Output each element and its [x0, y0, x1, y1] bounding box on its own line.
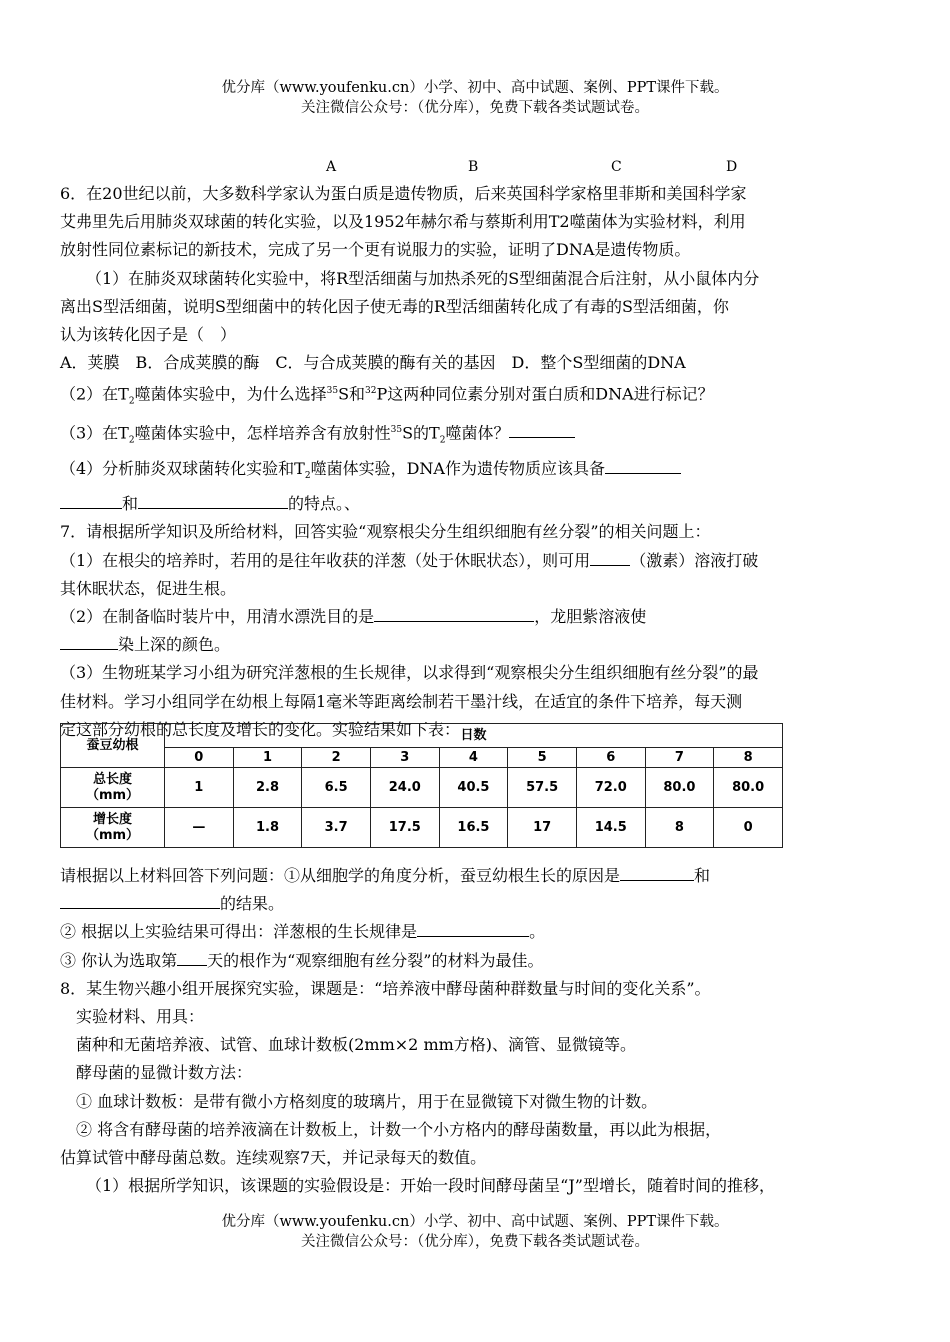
growth-data-table	[60, 723, 783, 848]
day-cell: 2	[302, 748, 371, 768]
table-cell: 72.0	[576, 768, 645, 808]
day-cell: 6	[576, 748, 645, 768]
q8-materials-title: 实验材料、用具：	[76, 1007, 205, 1027]
table-days-header: 日数	[165, 724, 783, 748]
table-cell: 6.5	[302, 768, 371, 808]
q8-method-2-cont: 估算试管中酵母菌总数。连续观察7天，并记录每天的数值。	[60, 1148, 487, 1168]
choice-letter-c: C	[611, 159, 622, 175]
answer-blank[interactable]	[60, 491, 122, 509]
table-corner-header: 蚕豆幼根	[61, 724, 165, 768]
q8-method-2: ② 将含有酵母菌的培养液滴在计数板上，计数一个小方格内的酵母菌数量，再以此为根据，	[76, 1119, 722, 1139]
q7-part3-line-1: （3）生物班某学习小组为研究洋葱根的生长规律，以求得到“观察根尖分生组织细胞有丝分裂”的最	[60, 663, 759, 683]
q7-part2-cont: 染上深的颜色。	[60, 631, 895, 659]
table-cell: 17.5	[370, 808, 439, 848]
answer-choice-letters	[0, 159, 950, 179]
table-cell: 1	[165, 768, 234, 808]
question-content	[60, 180, 895, 744]
answer-blank[interactable]	[417, 919, 529, 937]
page-header	[0, 78, 950, 118]
q7-part3-line-2: 佳材料。学习小组同学在幼根上每隔1毫米等距离绘制若干墨汁线，在适宜的条件下培养，每天测	[60, 691, 743, 711]
q7-after-table-cont: 的结果。	[60, 890, 895, 918]
day-cell: 3	[370, 748, 439, 768]
question-content-lower	[60, 862, 895, 1200]
table-cell: 0	[714, 808, 783, 848]
row-label-total-length: 总长度 （mm）	[61, 768, 165, 808]
answer-blank[interactable]	[177, 948, 207, 966]
answer-blank[interactable]	[60, 891, 220, 909]
q7-part3-line-3: 定这部分幼根的总长度及增长的变化。实验结果如下表：	[60, 719, 461, 739]
answer-blank[interactable]	[590, 548, 630, 566]
q6-intro-line-2: 艾弗里先后用肺炎双球菌的转化实验，以及1952年赫尔希与蔡斯利用T2噬菌体为实验材料，利用	[60, 212, 746, 232]
q8-intro: 8．某生物兴趣小组开展探究实验，课题是：“培养液中酵母菌种群数量与时间的变化关系”。	[60, 978, 711, 998]
q6-intro-line-1: 6．在20世纪以前，大多数科学家认为蛋白质是遗传物质，后来英国科学家格里菲斯和美国科学家	[60, 184, 747, 203]
q7-question-3: ③ 你认为选取第 天的根作为“观察细胞有丝分裂”的材料为最佳。	[60, 947, 895, 975]
table-cell: 1.8	[233, 808, 302, 848]
table-row	[61, 808, 783, 848]
q6-part1-line-2: 离出S型活细菌，说明S型细菌中的转化因子使无毒的R型活细菌转化成了有毒的S型活细菌，你	[60, 296, 729, 316]
table-cell: 17	[508, 808, 577, 848]
q6-part1-line-3: 认为该转化因子是（ ）	[60, 325, 237, 345]
table-cell: 8	[645, 808, 714, 848]
answer-blank[interactable]	[509, 420, 575, 438]
table-cell: 16.5	[439, 808, 508, 848]
choice-letter-b: B	[468, 159, 479, 175]
q6-part1-line-1: （1）在肺炎双球菌转化实验中，将R型活细菌与加热杀死的S型细菌混合后注射，从小鼠体内分	[86, 268, 760, 288]
footer-line-2: 关注微信公众号：（优分库），免费下载各类试题试卷。	[301, 1234, 649, 1250]
table-cell: 40.5	[439, 768, 508, 808]
footer-line-1: 优分库（www.youfenku.cn）小学、初中、高中试题、案例、PPT课件下载。	[221, 1214, 729, 1230]
table-cell: 14.5	[576, 808, 645, 848]
q6-part2: （2）在$T_2$噬菌体实验中，为什么选择$^{35}$S和$^{32}$P这两种同位素分别对蛋白质和DNA进行标记？	[60, 384, 714, 407]
table-cell: —	[165, 808, 234, 848]
day-cell: 4	[439, 748, 508, 768]
answer-blank[interactable]	[620, 863, 694, 881]
q6-options: A．荚膜 B．合成荚膜的酶 C．与合成荚膜的酶有关的基因 D．整个S型细菌的DNA	[60, 353, 686, 373]
day-cell: 5	[508, 748, 577, 768]
row-label-growth: 增长度 （mm）	[61, 808, 165, 848]
q8-materials: 菌种和无菌培养液、试管、血球计数板(2mm×2 mm方格)、滴管、显微镜等。	[76, 1035, 637, 1055]
day-cell: 0	[165, 748, 234, 768]
q8-method-title: 酵母菌的显微计数方法：	[76, 1063, 253, 1083]
day-cell: 1	[233, 748, 302, 768]
table-row	[61, 768, 783, 808]
q6-part4-cont: 和 的特点。、	[60, 490, 895, 518]
q6-intro-line-3: 放射性同位素标记的新技术，完成了另一个更有说服力的实验，证明了DNA是遗传物质。	[60, 240, 691, 260]
choice-letter-d: D	[726, 159, 738, 175]
q7-after-table: 请根据以上材料回答下列问题：①从细胞学的角度分析，蚕豆幼根生长的原因是 和	[60, 862, 895, 890]
q7-question-2: ② 根据以上实验结果可得出：洋葱根的生长规律是 。	[60, 918, 895, 946]
q8-method-1: ① 血球计数板：是带有微小方格刻度的玻璃片，用于在显微镜下对微生物的计数。	[76, 1091, 658, 1111]
table-cell: 80.0	[714, 768, 783, 808]
table-cell: 80.0	[645, 768, 714, 808]
header-line-2: 关注微信公众号：（优分库），免费下载各类试题试卷。	[301, 100, 649, 116]
growth-data-table-wrap	[60, 723, 783, 848]
q7-part2: （2）在制备临时装片中，用清水漂洗目的是 ，龙胆紫溶液使	[60, 603, 895, 631]
q7-part1: （1）在根尖的培养时，若用的是往年收获的洋葱（处于休眠状态），则可用 （激素）溶液打破	[60, 547, 895, 575]
table-cell: 57.5	[508, 768, 577, 808]
day-cell: 8	[714, 748, 783, 768]
choice-letter-a: A	[326, 159, 337, 175]
page-footer	[0, 1212, 950, 1252]
q7-part1-cont: 其休眠状态，促进生根。	[60, 578, 237, 598]
header-line-1: 优分库（www.youfenku.cn）小学、初中、高中试题、案例、PPT课件下载。	[221, 80, 729, 96]
answer-blank[interactable]	[60, 632, 118, 650]
q6-part4: （4）分析肺炎双球菌转化实验和$T_2$噬菌体实验，DNA作为遗传物质应该具备	[60, 455, 895, 490]
answer-blank[interactable]	[605, 456, 681, 474]
q7-intro: 7．请根据所学知识及所给材料，回答实验“观察根尖分生组织细胞有丝分裂”的相关问题上：	[60, 522, 711, 542]
day-cell: 7	[645, 748, 714, 768]
answer-blank[interactable]	[138, 491, 288, 509]
table-cell: 3.7	[302, 808, 371, 848]
q8-part1: （1）根据所学知识，该课题的实验假设是：开始一段时间酵母菌呈“J”型增长，随着时间的推移，	[86, 1176, 775, 1196]
table-cell: 2.8	[233, 768, 302, 808]
table-cell: 24.0	[370, 768, 439, 808]
q6-part3: （3）在$T_2$噬菌体实验中，怎样培养含有放射性$^{35}$S的$T_2$噬菌体？	[60, 416, 895, 455]
answer-blank[interactable]	[374, 604, 534, 622]
